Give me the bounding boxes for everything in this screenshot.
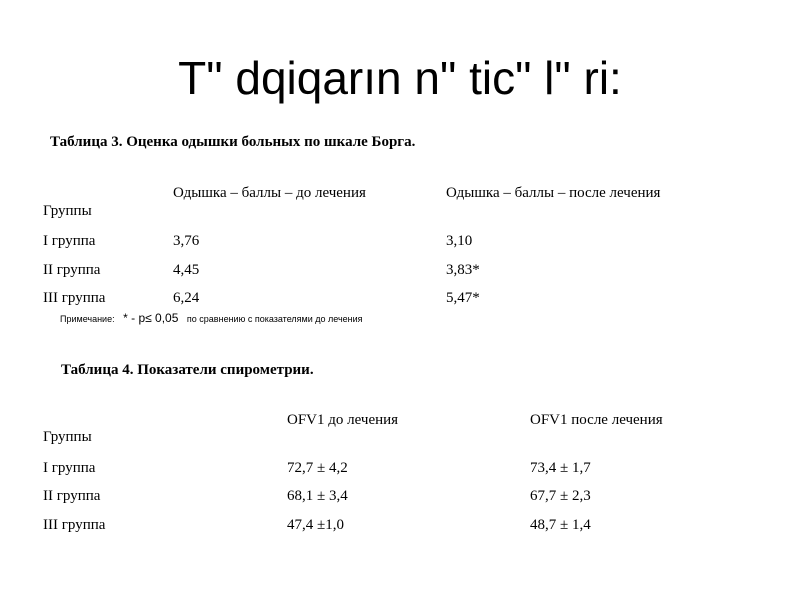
table4-header-groups: Группы — [43, 429, 92, 445]
table3-row1-before: 3,76 — [173, 233, 200, 249]
table4-row2-group: II группа — [43, 488, 101, 504]
table3-row2-before: 4,45 — [173, 262, 200, 278]
table3-header-groups: Группы — [43, 203, 92, 219]
table3-row1-after: 3,10 — [446, 233, 473, 249]
table3-caption: Таблица 3. Оценка одышки больных по шкале Борга. — [50, 134, 416, 150]
table4-row1-after: 73,4 ± 1,7 — [530, 460, 591, 476]
table3-row1-group: I группа — [43, 233, 96, 249]
table4-row1-group: I группа — [43, 460, 96, 476]
table3-row3-after: 5,47* — [446, 290, 480, 306]
table4-row2-before: 68,1 ± 3,4 — [287, 488, 348, 504]
table4-row3-group: III группа — [43, 517, 106, 533]
table3-note-text: по сравнению с показателями до лечения — [186, 314, 363, 324]
table4-caption: Таблица 4. Показатели спирометрии. — [61, 362, 314, 378]
table3-header-before: Одышка – баллы – до лечения — [173, 185, 366, 201]
slide-title: Tʺ dqiqarın nʺ ticʺ lʺ ri: — [178, 52, 622, 104]
table3-header-after: Одышка – баллы – после лечения — [446, 185, 661, 201]
table3-row2-group: II группа — [43, 262, 101, 278]
table3-row2-after: 3,83* — [446, 262, 480, 278]
table4-row2-after: 67,7 ± 2,3 — [530, 488, 591, 504]
table3-note-label: Примечание: — [60, 314, 115, 324]
table3-note-symbol: * - p≤ 0,05 — [123, 311, 179, 325]
table3-note — [60, 311, 363, 325]
table4-row3-after: 48,7 ± 1,4 — [530, 517, 591, 533]
table3-row3-before: 6,24 — [173, 290, 200, 306]
table4-header-before: OFV1 до лечения — [287, 412, 399, 428]
table4-row3-before: 47,4 ±1,0 — [287, 517, 344, 533]
table3-row3-group: III группа — [43, 290, 106, 306]
table4-row1-before: 72,7 ± 4,2 — [287, 460, 348, 476]
table4-header-after: OFV1 после лечения — [530, 412, 663, 428]
